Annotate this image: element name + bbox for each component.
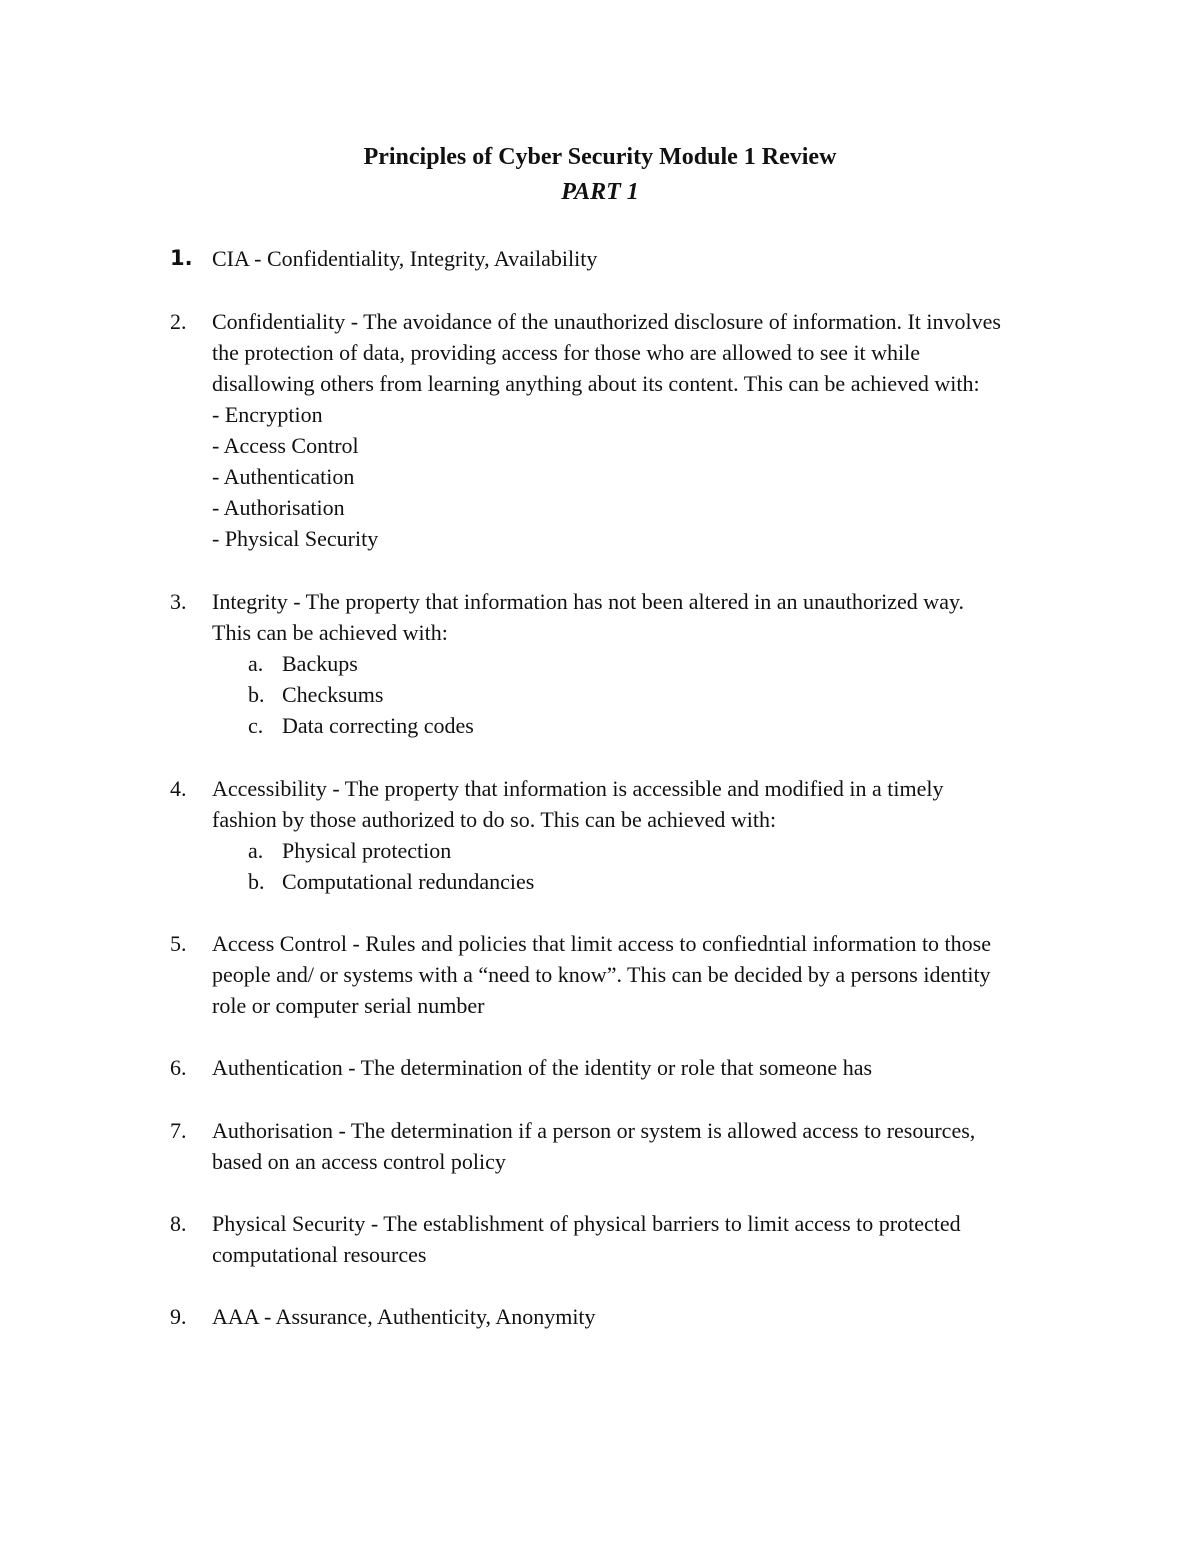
bullet-text: - Physical Security [212,526,379,551]
list-item [170,306,1070,554]
item-number: 4. [170,776,187,801]
item-text: CIA - Confidentiality, Integrity, Availability [212,246,598,271]
sub-item-letter: c. [248,713,264,738]
sub-item-letter: a. [248,651,264,676]
list-item [170,1301,1070,1332]
sub-item [212,648,1070,679]
item-text: disallowing others from learning anything about its content. This can be achieved with: [212,371,980,396]
item-number: 1. [170,246,193,270]
item-number: 9. [170,1304,187,1329]
sub-item [212,679,1070,710]
item-number: 7. [170,1118,187,1143]
item-number: 6. [170,1055,187,1080]
sub-item-letter: b. [248,869,265,894]
list-item [170,1208,1070,1270]
sub-item [212,866,1070,897]
item-number: 2. [170,309,187,334]
sub-item-text: Computational redundancies [282,869,535,894]
sub-item-text: Checksums [282,682,384,707]
bullet-text: - Encryption [212,402,323,427]
sub-item-text: Physical protection [282,838,452,863]
sub-item [212,835,1070,866]
document-subtitle: PART 1 [561,179,639,205]
item-text: Integrity - The property that information has not been altered in an unauthorized way. [212,589,965,614]
bullet-text: - Authorisation [212,495,345,520]
item-text: Authentication - The determination of the identity or role that someone has [212,1055,873,1080]
item-text: This can be achieved with: [212,620,448,645]
list-item [170,928,1070,1021]
item-number: 8. [170,1211,187,1236]
item-text: based on an access control policy [212,1149,506,1174]
list-item [170,773,1070,897]
item-text: role or computer serial number [212,993,485,1018]
item-text: Authorisation - The determination if a person or system is allowed access to resources, [212,1118,976,1143]
item-text: Accessibility - The property that information is accessible and modified in a timely [212,776,944,801]
list-item [170,586,1070,741]
sub-item-text: Backups [282,651,358,676]
item-number: 5. [170,931,187,956]
sub-item-letter: b. [248,682,265,707]
bullet-text: - Authentication [212,464,355,489]
list-item [170,243,1070,274]
sub-item [212,710,1070,741]
item-text: the protection of data, providing access for those who are allowed to see it while [212,340,921,365]
item-text: AAA - Assurance, Authenticity, Anonymity [212,1304,596,1329]
document-title: Principles of Cyber Security Module 1 Review [363,144,837,170]
item-text: Access Control - Rules and policies that limit access to confiedntial information to those [212,931,991,956]
bullet-text: - Access Control [212,433,359,458]
list-item [170,1052,1070,1083]
list-item [170,1115,1070,1177]
item-text: Confidentiality - The avoidance of the unauthorized disclosure of information. It involves [212,309,1001,334]
sub-item-text: Data correcting codes [282,713,474,738]
item-text: fashion by those authorized to do so. This can be achieved with: [212,807,777,832]
item-text: people and/ or systems with a “need to know”. This can be decided by a persons identity [212,962,991,987]
item-text: computational resources [212,1242,427,1267]
item-number: 3. [170,589,187,614]
sub-item-letter: a. [248,838,264,863]
item-text: Physical Security - The establishment of physical barriers to limit access to protected [212,1211,961,1236]
